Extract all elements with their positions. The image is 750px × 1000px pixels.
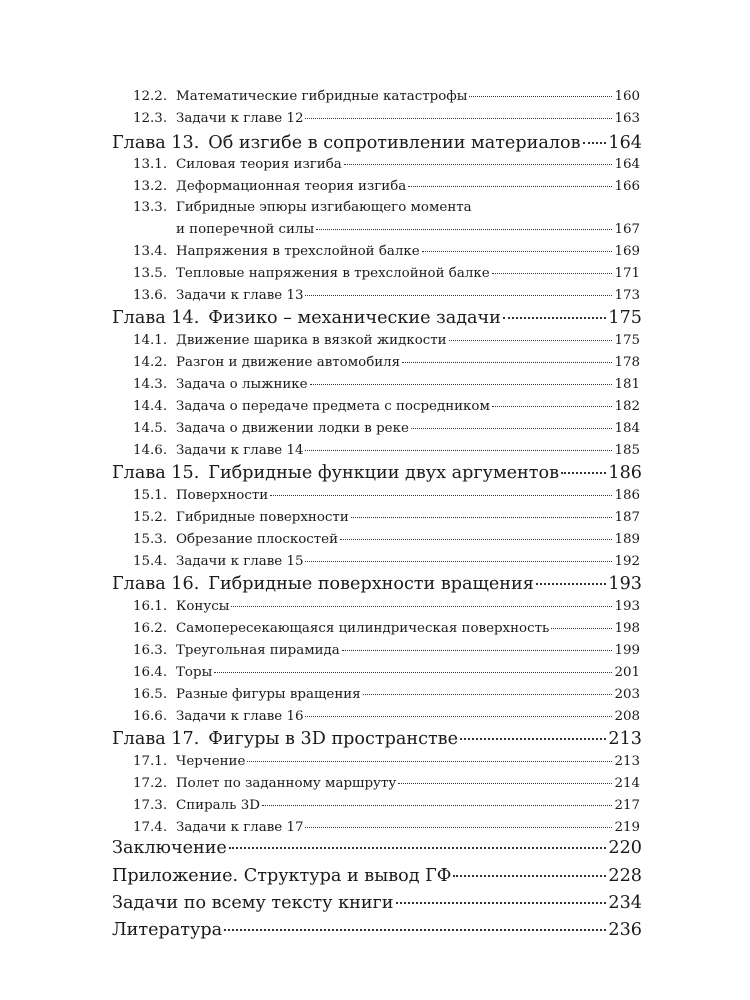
- toc-section-entry: [133, 665, 640, 680]
- entry-title: Разные фигуры вращения: [176, 687, 361, 702]
- entry-number: 14.5.: [133, 421, 168, 436]
- page-number: 182: [614, 399, 640, 414]
- entry-number: 14.1.: [133, 333, 168, 348]
- toc-chapter-entry: [112, 463, 642, 483]
- page-number: 173: [614, 288, 640, 303]
- dot-leader: [583, 141, 607, 144]
- entry-title: Фигуры в 3D пространстве: [208, 729, 458, 749]
- toc-chapter-entry: [112, 920, 642, 940]
- entry-number: Глава 17.: [112, 729, 200, 749]
- page-number: 175: [614, 333, 640, 348]
- toc-section-entry: [133, 111, 640, 126]
- entry-title: Задачи к главе 15: [176, 554, 304, 569]
- entry-number: 12.3.: [133, 111, 168, 126]
- entry-number: 14.6.: [133, 443, 168, 458]
- toc-section-entry: [133, 89, 640, 104]
- toc-chapter-entry: [112, 308, 642, 328]
- dot-leader: [469, 95, 612, 97]
- entry-number: 15.2.: [133, 510, 168, 525]
- dot-leader: [536, 582, 607, 585]
- entry-title: Напряжения в трехслойной балке: [176, 244, 420, 259]
- dot-leader: [453, 874, 606, 877]
- entry-number: 13.6.: [133, 288, 168, 303]
- toc-section-entry: [133, 599, 640, 614]
- entry-title: Черчение: [176, 754, 246, 769]
- page-number: 175: [608, 308, 642, 328]
- dot-leader: [231, 605, 612, 607]
- toc-section-entry: [133, 798, 640, 813]
- entry-title: Приложение. Структура и вывод ГФ: [112, 866, 452, 886]
- dot-leader: [460, 737, 606, 740]
- dot-leader: [402, 361, 612, 363]
- dot-leader: [503, 316, 607, 319]
- dot-leader: [340, 538, 612, 540]
- dot-leader: [229, 846, 607, 849]
- dot-leader: [408, 185, 612, 187]
- page-number: 164: [614, 157, 640, 172]
- entry-title: Разгон и движение автомобиля: [176, 355, 401, 370]
- page-number: 208: [614, 709, 640, 724]
- page-number: 166: [614, 179, 640, 194]
- toc-chapter-entry: [112, 729, 642, 749]
- entry-number: 17.4.: [133, 820, 168, 835]
- entry-title: Задачи к главе 13: [176, 288, 304, 303]
- entry-title: Треугольная пирамида: [176, 643, 340, 658]
- entry-title: Заключение: [112, 838, 227, 858]
- dot-leader: [449, 339, 613, 341]
- page-number: 181: [614, 377, 640, 392]
- toc-section-entry: [133, 244, 640, 259]
- entry-title: Поверхности: [176, 488, 269, 503]
- toc-section-entry: [133, 200, 640, 215]
- entry-title: Силовая теория изгиба: [176, 157, 342, 172]
- entry-number: Глава 15.: [112, 463, 200, 483]
- toc-section-entry: [133, 488, 640, 503]
- toc-section-entry: [133, 754, 640, 769]
- entry-title: Задачи к главе 12: [176, 111, 304, 126]
- dot-leader: [305, 294, 612, 296]
- toc-chapter-entry: [112, 574, 642, 594]
- entry-title: Полет по заданному маршруту: [176, 776, 397, 791]
- entry-title: и поперечной силы: [176, 222, 315, 237]
- toc-section-entry: [133, 333, 640, 348]
- page-number: 193: [608, 574, 642, 594]
- entry-title: Деформационная теория изгиба: [176, 179, 407, 194]
- dot-leader: [411, 427, 613, 429]
- entry-number: 16.4.: [133, 665, 168, 680]
- page-number: 160: [614, 89, 640, 104]
- entry-title: Задача о лыжнике: [176, 377, 308, 392]
- page-number: 199: [614, 643, 640, 658]
- dot-leader: [344, 163, 613, 165]
- page-number: 187: [614, 510, 640, 525]
- toc-chapter-entry: [112, 893, 642, 913]
- entry-number: 15.1.: [133, 488, 168, 503]
- toc-section-entry: [133, 443, 640, 458]
- entry-number: 13.4.: [133, 244, 168, 259]
- page-number: 169: [614, 244, 640, 259]
- entry-title: Самопересекающаяся цилиндрическая поверхность: [176, 621, 550, 636]
- page-number: 213: [614, 754, 640, 769]
- page-number: 189: [614, 532, 640, 547]
- toc-section-entry: [133, 532, 640, 547]
- entry-number: 17.2.: [133, 776, 168, 791]
- toc-section-entry: [133, 709, 640, 724]
- dot-leader: [396, 901, 607, 904]
- entry-number: Глава 14.: [112, 308, 200, 328]
- dot-leader: [262, 804, 612, 806]
- toc-section-entry: [133, 687, 640, 702]
- dot-leader: [422, 250, 613, 252]
- page-number: 171: [614, 266, 640, 281]
- toc-section-entry: [133, 820, 640, 835]
- page-number: 192: [614, 554, 640, 569]
- entry-title: Задачи по всему тексту книги: [112, 893, 394, 913]
- dot-leader: [247, 760, 612, 762]
- toc-section-entry: [133, 377, 640, 392]
- entry-number: 13.2.: [133, 179, 168, 194]
- toc-section-entry: [133, 621, 640, 636]
- entry-title: Гибридные функции двух аргументов: [208, 463, 560, 483]
- page-number: 198: [614, 621, 640, 636]
- entry-number: 14.3.: [133, 377, 168, 392]
- dot-leader: [363, 693, 613, 695]
- toc-section-entry: [133, 355, 640, 370]
- dot-leader: [310, 383, 613, 385]
- entry-number: 12.2.: [133, 89, 168, 104]
- dot-leader: [561, 471, 606, 474]
- entry-title: Обрезание плоскостей: [176, 532, 339, 547]
- page-number: 217: [614, 798, 640, 813]
- entry-title: Литература: [112, 920, 223, 940]
- toc-section-entry: [133, 266, 640, 281]
- toc-chapter-entry: [112, 838, 642, 858]
- page-number: 163: [614, 111, 640, 126]
- dot-leader: [492, 272, 613, 274]
- entry-title: Тепловые напряжения в трехслойной балке: [176, 266, 490, 281]
- toc-section-entry: [133, 179, 640, 194]
- page-number: 228: [608, 866, 642, 886]
- page-number: 167: [614, 222, 640, 237]
- entry-number: 15.3.: [133, 532, 168, 547]
- entry-number: 17.1.: [133, 754, 168, 769]
- toc-chapter-entry: [112, 133, 642, 153]
- entry-number: 13.3.: [133, 200, 168, 215]
- dot-leader: [305, 117, 612, 119]
- entry-title: Гибридные поверхности: [176, 510, 349, 525]
- page-number: 178: [614, 355, 640, 370]
- entry-title: Гибридные поверхности вращения: [208, 574, 534, 594]
- entry-number: 16.2.: [133, 621, 168, 636]
- entry-title: Об изгибе в сопротивлении материалов: [208, 133, 581, 153]
- page-number: 201: [614, 665, 640, 680]
- dot-leader: [214, 671, 612, 673]
- toc-section-entry: [133, 776, 640, 791]
- dot-leader: [305, 560, 612, 562]
- toc-section-entry: [133, 421, 640, 436]
- page-number: 214: [614, 776, 640, 791]
- entry-title: Задача о передаче предмета с посредником: [176, 399, 490, 414]
- entry-title: Задача о движении лодки в реке: [176, 421, 409, 436]
- entry-title: Конусы: [176, 599, 230, 614]
- dot-leader: [398, 782, 612, 784]
- entry-number: 14.2.: [133, 355, 168, 370]
- toc-section-entry: [176, 222, 640, 237]
- page-number: 185: [614, 443, 640, 458]
- dot-leader: [342, 649, 613, 651]
- entry-title: Задачи к главе 14: [176, 443, 304, 458]
- toc-section-entry: [133, 510, 640, 525]
- dot-leader: [492, 405, 613, 407]
- entry-title: Гибридные эпюры изгибающего момента: [176, 200, 472, 215]
- toc-section-entry: [133, 288, 640, 303]
- entry-title: Задачи к главе 17: [176, 820, 304, 835]
- entry-title: Задачи к главе 16: [176, 709, 304, 724]
- entry-title: Спираль 3D: [176, 798, 260, 813]
- entry-number: 17.3.: [133, 798, 168, 813]
- page-number: 236: [608, 920, 642, 940]
- entry-title: Математические гибридные катастрофы: [176, 89, 468, 104]
- toc-section-entry: [133, 643, 640, 658]
- page-number: 213: [608, 729, 642, 749]
- page-number: 220: [608, 838, 642, 858]
- entry-number: Глава 13.: [112, 133, 200, 153]
- page-number: 184: [614, 421, 640, 436]
- page-number: 186: [608, 463, 642, 483]
- dot-leader: [316, 228, 612, 230]
- entry-number: 16.3.: [133, 643, 168, 658]
- entry-title: Физико – механические задачи: [208, 308, 501, 328]
- entry-number: 14.4.: [133, 399, 168, 414]
- page-number: 234: [608, 893, 642, 913]
- dot-leader: [305, 449, 612, 451]
- page-number: 164: [608, 133, 642, 153]
- dot-leader: [224, 928, 606, 931]
- dot-leader: [305, 826, 612, 828]
- dot-leader: [551, 627, 612, 629]
- dot-leader: [270, 494, 612, 496]
- entry-number: 13.5.: [133, 266, 168, 281]
- toc-section-entry: [133, 554, 640, 569]
- toc-section-entry: [133, 157, 640, 172]
- toc-section-entry: [133, 399, 640, 414]
- page-number: 203: [614, 687, 640, 702]
- toc-chapter-entry: [112, 866, 642, 886]
- entry-number: 13.1.: [133, 157, 168, 172]
- dot-leader: [351, 516, 613, 518]
- entry-number: Глава 16.: [112, 574, 200, 594]
- page-number: 219: [614, 820, 640, 835]
- dot-leader: [305, 715, 612, 717]
- entry-number: 16.6.: [133, 709, 168, 724]
- page-number: 186: [614, 488, 640, 503]
- entry-number: 15.4.: [133, 554, 168, 569]
- page-number: 193: [614, 599, 640, 614]
- entry-number: 16.5.: [133, 687, 168, 702]
- entry-title: Торы: [176, 665, 213, 680]
- entry-number: 16.1.: [133, 599, 168, 614]
- entry-title: Движение шарика в вязкой жидкости: [176, 333, 447, 348]
